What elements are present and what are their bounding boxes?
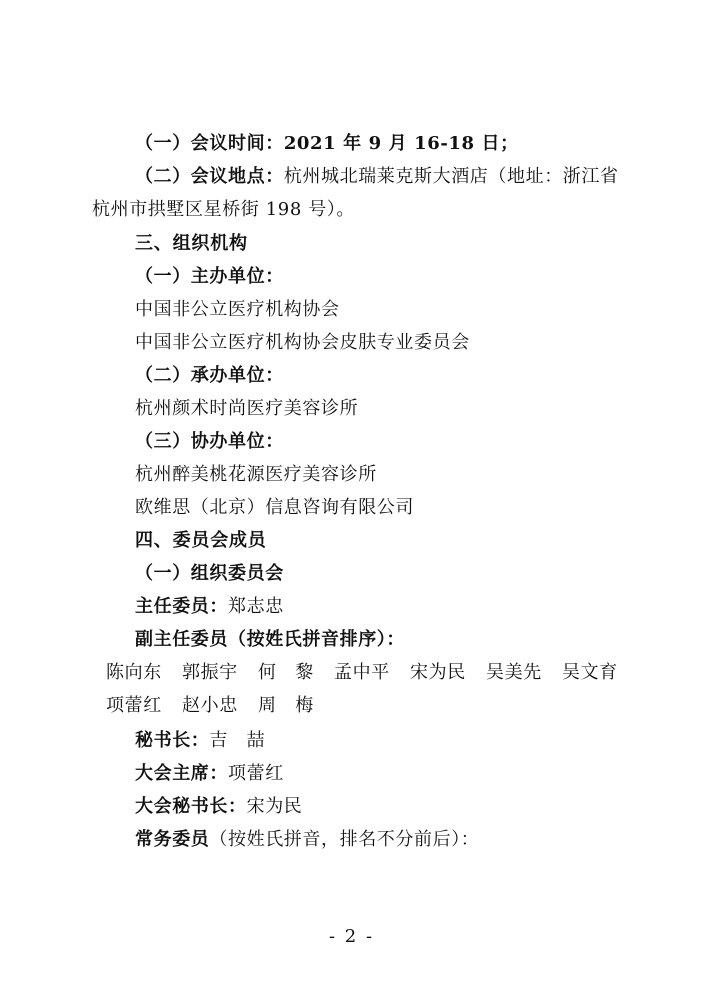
meeting-location-value-2: 杭州市拱墅区星桥街 198 号）。 xyxy=(92,199,355,220)
meeting-location-label: （二）会议地点： xyxy=(135,166,284,187)
vice-director-name: 孟中平 xyxy=(334,662,390,683)
vice-director-name: 赵小忠 xyxy=(182,695,238,716)
vice-director-name: 宋为民 xyxy=(410,662,466,683)
page-number: - 2 - xyxy=(328,926,375,947)
meeting-time-value: 2021 年 9 月 16-18 日； xyxy=(283,133,519,154)
secretary-name: 吉 喆 xyxy=(209,730,266,751)
meeting-location-value-1: 杭州城北瑞莱克斯大酒店（地址：浙江省 xyxy=(283,166,619,187)
coorganizer-item-1: 杭州醉美桃花源医疗美容诊所 xyxy=(135,464,377,485)
host-item-1: 中国非公立医疗机构协会 xyxy=(135,299,340,320)
coorganizer-item-2: 欧维思（北京）信息咨询有限公司 xyxy=(135,497,414,518)
vice-director-name: 吴美先 xyxy=(486,662,542,683)
director-name: 郑志忠 xyxy=(228,596,284,617)
standing-committee-label: 常务委员 xyxy=(135,829,210,850)
director-line xyxy=(135,596,284,618)
vice-director-name: 周 梅 xyxy=(258,695,314,716)
meeting-time-line xyxy=(135,133,519,155)
general-secretary-name: 宋为民 xyxy=(246,796,303,817)
chair-name: 项蕾红 xyxy=(228,763,284,784)
secretary-label: 秘书长： xyxy=(135,730,210,751)
host-label: （一）主办单位： xyxy=(135,266,284,287)
chair-label: 大会主席： xyxy=(135,763,228,784)
host-item-2: 中国非公立医疗机构协会皮肤专业委员会 xyxy=(135,332,470,353)
meeting-time-label: （一）会议时间： xyxy=(135,133,284,154)
vice-director-row-2 xyxy=(106,695,318,717)
chair-line xyxy=(135,763,284,785)
general-secretary-label: 大会秘书长： xyxy=(135,796,247,817)
vice-director-name: 吴文育 xyxy=(562,662,618,683)
vice-director-name: 陈向东 xyxy=(106,662,162,683)
general-secretary-line xyxy=(135,796,302,818)
meeting-location-line-2 xyxy=(92,199,355,221)
section-4-heading: 四、委员会成员 xyxy=(135,530,267,551)
organizer-label: （二）承办单位： xyxy=(135,365,284,386)
standing-committee-line xyxy=(135,829,479,851)
vice-director-label: 副主任委员（按姓氏拼音排序）： xyxy=(135,629,405,650)
vice-director-name: 郭振宇 xyxy=(182,662,238,683)
committee-label: （一）组织委员会 xyxy=(135,563,284,584)
vice-director-row-1 xyxy=(106,662,622,684)
standing-committee-note: （按姓氏拼音，排名不分前后）： xyxy=(209,829,480,850)
secretary-line xyxy=(135,730,265,752)
section-3-heading: 三、组织机构 xyxy=(135,233,248,254)
meeting-location-line xyxy=(135,166,619,188)
director-label: 主任委员： xyxy=(135,596,228,617)
vice-director-name: 何 黎 xyxy=(258,662,314,683)
vice-director-name: 项蕾红 xyxy=(106,695,162,716)
organizer-item-1: 杭州颜术时尚医疗美容诊所 xyxy=(135,398,359,419)
coorganizer-label: （三）协办单位： xyxy=(135,431,284,452)
